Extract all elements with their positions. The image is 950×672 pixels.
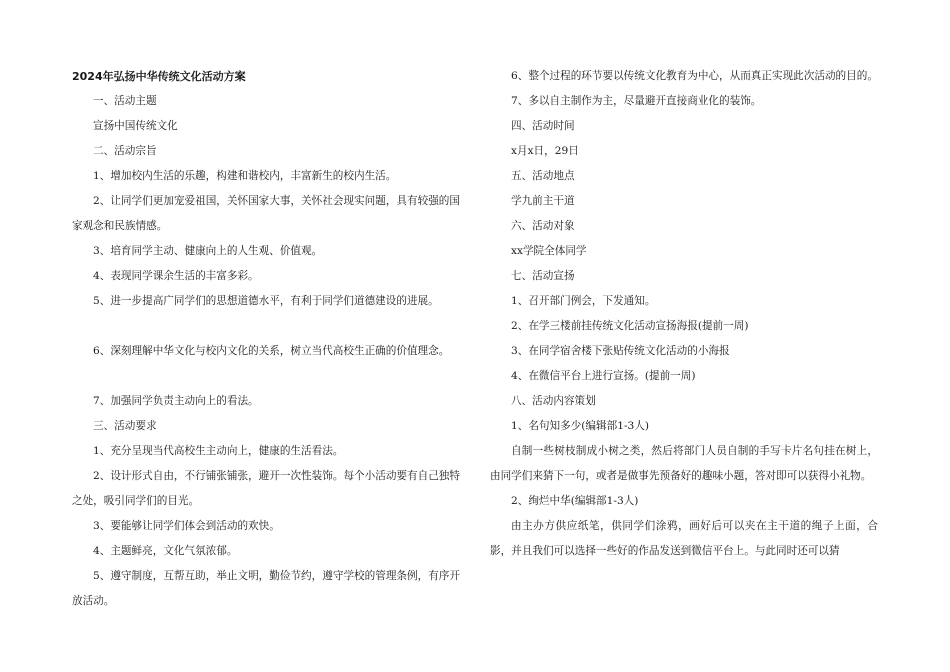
paragraph: 3、在同学宿舍楼下张贴传统文化活动的小海报 bbox=[511, 345, 730, 357]
paragraph: 2、在学三楼前挂传统文化活动宣扬海报(提前一周) bbox=[511, 320, 749, 332]
paragraph: 4、主题鲜亮，文化气氛浓郁。 bbox=[93, 545, 238, 557]
heading-content-plan: 八、活动内容策划 bbox=[511, 395, 596, 407]
blank-line bbox=[72, 314, 460, 339]
paragraph: 6、深刻理解中华文化与校内文化的关系，树立当代高校生正确的价值理念。 bbox=[93, 345, 450, 357]
paragraph: 宣扬中国传统文化 bbox=[93, 120, 178, 132]
paragraph: 7、多以自主制作为主，尽量避开直接商业化的装饰。 bbox=[511, 95, 762, 107]
paragraph: 1、充分呈现当代高校生主动向上，健康的生活看法。 bbox=[93, 445, 344, 457]
right-column bbox=[490, 64, 878, 564]
paragraph: 由主办方供应纸笔，供同学们涂鸦，画好后可以夹在主干道的绳子上面，合影，并且我们可以选择一些好的作品发送到微信平台上。与此同时还可以猜 bbox=[490, 520, 878, 557]
paragraph: 2、让同学们更加宠爱祖国，关怀国家大事，关怀社会现实问题，具有较强的国家观念和民族情感。 bbox=[72, 195, 460, 232]
paragraph: x月x日，29日 bbox=[511, 145, 579, 157]
paragraph: 3、培育同学主动、健康向上的人生观、价值观。 bbox=[93, 245, 323, 257]
left-column bbox=[72, 64, 460, 614]
paragraph: 2、绚烂中华(编辑部1-3人) bbox=[511, 495, 639, 507]
paragraph: 4、表现同学课余生活的丰富多彩。 bbox=[93, 270, 259, 282]
paragraph: 5、进一步提高广同学们的思想道德水平，有利于同学们道德建设的进展。 bbox=[93, 295, 439, 307]
blank-line bbox=[72, 364, 460, 389]
paragraph: 学九前主干道 bbox=[511, 195, 575, 207]
heading-location: 五、活动地点 bbox=[511, 170, 575, 182]
paragraph: 1、增加校内生活的乐趣，构建和谐校内，丰富新生的校内生活。 bbox=[93, 170, 397, 182]
document-title: 2024年弘扬中华传统文化活动方案 bbox=[72, 70, 246, 83]
paragraph: 2、设计形式自由，不行铺张铺张，避开一次性装饰。每个小活动要有自己独特之处，吸引同学们的目光。 bbox=[72, 470, 460, 507]
paragraph: 3、要能够让同学们体会到活动的欢快。 bbox=[93, 520, 280, 532]
paragraph: 7、加强同学负责主动向上的看法。 bbox=[93, 395, 259, 407]
paragraph: 5、遵守制度，互帮互助，举止文明，勤俭节约，遵守学校的管理条例，有序开放活动。 bbox=[72, 570, 460, 607]
heading-theme: 一、活动主题 bbox=[93, 95, 157, 107]
heading-purpose: 二、活动宗旨 bbox=[93, 145, 157, 157]
paragraph: 1、召开部门例会，下发通知。 bbox=[511, 295, 656, 307]
heading-audience: 六、活动对象 bbox=[511, 220, 575, 232]
paragraph: 6、整个过程的环节要以传统文化教育为中心，从而真正实现此次活动的目的。 bbox=[511, 70, 878, 82]
heading-publicity: 七、活动宣扬 bbox=[511, 270, 575, 282]
heading-requirements: 三、活动要求 bbox=[93, 420, 157, 432]
paragraph: xx学院全体同学 bbox=[511, 245, 587, 257]
heading-time: 四、活动时间 bbox=[511, 120, 575, 132]
paragraph: 4、在微信平台上进行宣扬。(提前一周) bbox=[511, 370, 696, 382]
paragraph: 自制一些树枝制成小树之类，然后将部门人员自制的手写卡片名句挂在树上，由同学们来猜下一句，或者是做事先预备好的趣味小题，答对即可以获得小礼物。 bbox=[490, 445, 878, 482]
paragraph: 1、名句知多少(编辑部1-3人) bbox=[511, 420, 650, 432]
